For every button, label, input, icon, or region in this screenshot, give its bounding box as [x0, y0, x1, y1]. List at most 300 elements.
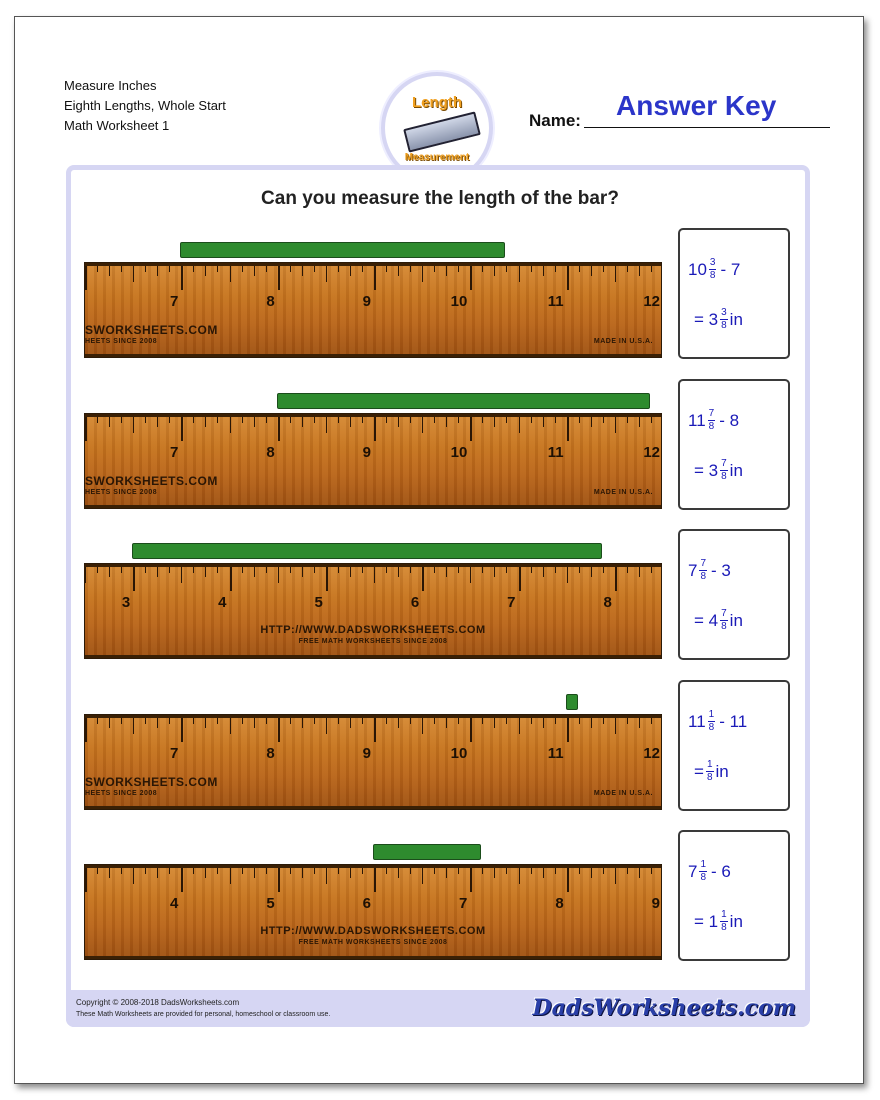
ruler-tick — [133, 718, 134, 734]
result-fraction: $\frac{3}{8}$ — [721, 307, 727, 331]
end-whole: 7 — [688, 560, 698, 580]
result-whole: = 1 — [694, 911, 719, 931]
ruler-tick — [398, 718, 399, 728]
measured-bar — [566, 694, 578, 710]
ruler-brand-subtext: HEETS SINCE 2008 — [85, 489, 158, 496]
ruler-tick — [254, 868, 255, 878]
ruler-tick — [531, 417, 532, 423]
footer — [66, 990, 810, 1027]
ruler-tick — [651, 417, 652, 423]
ruler-tick — [97, 567, 98, 573]
ruler-brand-text: SWORKSHEETS.COM — [85, 775, 218, 789]
ruler-tick — [326, 567, 328, 591]
end-fraction: $\frac{3}{8}$ — [709, 257, 716, 281]
ruler-tick — [651, 567, 652, 573]
ruler-tick — [555, 718, 556, 724]
ruler-made-in-text: MADE IN U.S.A. — [593, 338, 653, 345]
ruler-tick — [458, 417, 459, 423]
ruler-tick — [157, 567, 158, 577]
ruler-tick — [278, 718, 280, 742]
ruler-tick — [531, 266, 532, 272]
ruler-tick — [230, 718, 231, 734]
measured-bar — [180, 242, 505, 258]
unit-label: in — [729, 610, 743, 630]
ruler-tick — [314, 868, 315, 874]
ruler-tick — [145, 718, 146, 724]
ruler-tick — [567, 266, 569, 290]
ruler-tick — [109, 718, 110, 728]
name-label: Name: — [529, 111, 581, 130]
ruler-tick — [639, 266, 640, 276]
ruler-tick — [133, 567, 135, 591]
ruler-tick — [603, 868, 604, 874]
ruler-tick — [338, 417, 339, 423]
ruler-tick — [278, 868, 280, 892]
ruler-tick — [97, 868, 98, 874]
ruler-number: 12 — [643, 745, 660, 762]
ruler-tick — [506, 567, 507, 573]
ruler-tick — [579, 718, 580, 724]
ruler-tick — [169, 567, 170, 573]
answer-box — [678, 529, 790, 660]
ruler-tick — [254, 266, 255, 276]
ruler-tick — [230, 266, 231, 282]
result-fraction: $\frac{1}{8}$ — [721, 909, 727, 933]
ruler-tick — [314, 266, 315, 272]
ruler-tick — [410, 266, 411, 272]
result-line — [694, 609, 743, 632]
ruler-number: 8 — [603, 594, 612, 611]
ruler-tick — [230, 868, 231, 884]
ruler-tick — [338, 718, 339, 724]
ruler-tick — [374, 718, 376, 742]
ruler-tick — [266, 417, 267, 423]
ruler-tick — [543, 868, 544, 878]
ruler-tick — [446, 868, 447, 878]
ruler-tick — [543, 417, 544, 427]
ruler-brand-subtext: HEETS SINCE 2008 — [85, 338, 158, 345]
ruler-number: 7 — [169, 293, 179, 310]
ruler-tick — [85, 868, 87, 892]
worksheet-title: Measure Inches — [64, 78, 157, 93]
ruler-tick — [374, 868, 376, 892]
ruler-tick — [579, 567, 580, 573]
worksheet-subtitle: Eighth Lengths, Whole Start — [64, 98, 226, 113]
ruler-tick — [434, 718, 435, 724]
ruler-tick — [85, 567, 86, 583]
ruler-number: 10 — [450, 293, 468, 310]
ruler-tick — [242, 718, 243, 724]
measured-bar — [277, 393, 650, 409]
end-whole: 10 — [688, 259, 707, 279]
ruler-tick — [567, 868, 569, 892]
ruler-number: 12 — [643, 293, 660, 310]
ruler-tick — [217, 718, 218, 724]
ruler-tick — [434, 266, 435, 272]
wooden-ruler — [84, 262, 662, 358]
ruler-tick — [350, 868, 351, 878]
ruler-tick — [169, 718, 170, 724]
ruler-tick — [398, 417, 399, 427]
ruler-tick — [374, 567, 375, 583]
answer-box — [678, 830, 790, 961]
ruler-tick — [205, 868, 206, 878]
ruler-tick — [85, 718, 87, 742]
ruler-tick — [350, 718, 351, 728]
subtraction-line — [688, 559, 731, 582]
wooden-ruler — [84, 413, 662, 509]
ruler-tick — [458, 718, 459, 724]
ruler-number: 11 — [547, 745, 564, 762]
ruler-tick — [145, 417, 146, 423]
ruler-tick — [531, 567, 532, 573]
ruler-tick — [326, 266, 327, 282]
ruler-tick — [579, 417, 580, 423]
ruler-tick — [567, 417, 569, 441]
ruler-number: 8 — [266, 444, 275, 461]
ruler-brand-text: HTTP://WWW.DADSWORKSHEETS.COM — [260, 624, 486, 636]
ruler-tick — [302, 718, 303, 728]
ruler-tick — [531, 868, 532, 874]
ruler-tick — [398, 868, 399, 878]
measured-bar — [373, 844, 481, 860]
ruler-tick — [302, 417, 303, 427]
ruler-tick — [615, 266, 616, 282]
result-whole: = 4 — [694, 610, 719, 630]
unit-label: in — [729, 911, 743, 931]
ruler-tick — [109, 266, 110, 276]
ruler-tick — [434, 567, 435, 573]
ruler-tick — [386, 868, 387, 874]
ruler-number: 6 — [362, 895, 371, 912]
ruler-number: 9 — [362, 745, 371, 762]
ruler-tick — [603, 266, 604, 272]
ruler-tick — [651, 266, 652, 272]
subtraction-line — [688, 409, 739, 432]
ruler-tick — [302, 567, 303, 577]
ruler-tick — [121, 266, 122, 272]
ruler-tick — [470, 266, 472, 290]
ruler-tick — [133, 266, 134, 282]
ruler-number: 9 — [651, 895, 660, 912]
ruler-number: 4 — [169, 895, 179, 912]
ruler-brand-subtext: FREE MATH WORKSHEETS SINCE 2008 — [298, 939, 448, 946]
end-whole: 7 — [688, 861, 698, 881]
ruler-tick — [567, 567, 568, 583]
ruler-tick — [97, 266, 98, 272]
ruler-tick — [434, 868, 435, 874]
end-whole: 11 — [688, 711, 706, 731]
answer-key-label: Answer Key — [616, 90, 777, 121]
result-line — [694, 760, 729, 783]
wooden-ruler — [84, 864, 662, 960]
ruler-tick — [181, 417, 183, 441]
ruler-tick — [555, 266, 556, 272]
ruler-tick — [230, 417, 231, 433]
ruler-tick — [266, 868, 267, 874]
end-fraction: $\frac{1}{8}$ — [700, 859, 707, 883]
unit-label: in — [729, 309, 743, 329]
ruler-tick — [302, 266, 303, 276]
ruler-tick — [326, 417, 327, 433]
ruler-tick — [555, 417, 556, 423]
ruler-tick — [217, 266, 218, 272]
ruler-tick — [314, 417, 315, 423]
ruler-tick — [242, 417, 243, 423]
answer-box — [678, 228, 790, 359]
usage-note: These Math Worksheets are provided for personal, homeschool or classroom use. — [76, 1011, 331, 1018]
ruler-tick — [278, 417, 280, 441]
ruler-tick — [422, 266, 423, 282]
ruler-tick — [458, 266, 459, 272]
ruler-tick — [97, 417, 98, 423]
ruler-tick — [362, 868, 363, 874]
ruler-number: 11 — [547, 444, 564, 461]
ruler-number: 7 — [458, 895, 468, 912]
ruler-tick — [350, 417, 351, 427]
ruler-tick — [254, 718, 255, 728]
question-text: Can you measure the length of the bar? — [261, 188, 619, 209]
ruler-tick — [169, 417, 170, 423]
ruler-tick — [494, 417, 495, 427]
ruler-tick — [338, 266, 339, 272]
ruler-tick — [591, 868, 592, 878]
ruler-tick — [398, 266, 399, 276]
ruler-tick — [579, 868, 580, 874]
ruler-tick — [181, 266, 183, 290]
ruler-made-in-text: MADE IN U.S.A. — [593, 790, 653, 797]
ruler-brand-text: HTTP://WWW.DADSWORKSHEETS.COM — [260, 925, 486, 937]
ruler-tick — [543, 718, 544, 728]
ruler-tick — [506, 266, 507, 272]
ruler-tick — [266, 718, 267, 724]
ruler-tick — [543, 266, 544, 276]
ruler-tick — [627, 718, 628, 724]
ruler-tick — [181, 567, 182, 583]
ruler-tick — [362, 567, 363, 573]
ruler-tick — [290, 868, 291, 874]
ruler-tick — [627, 417, 628, 423]
ruler-tick — [133, 868, 134, 884]
ruler-tick — [386, 718, 387, 724]
ruler-tick — [314, 567, 315, 573]
result-fraction: $\frac{1}{8}$ — [706, 759, 713, 783]
wooden-ruler — [84, 563, 662, 659]
ruler-tick — [374, 266, 376, 290]
subtraction-line — [688, 710, 747, 733]
ruler-tick — [651, 868, 652, 874]
ruler-tick — [591, 567, 592, 577]
ruler-tick — [446, 718, 447, 728]
ruler-tick — [266, 266, 267, 272]
copyright-text: Copyright © 2008-2018 DadsWorksheets.com — [76, 998, 240, 1007]
ruler-number: 7 — [169, 745, 179, 762]
subtraction-line — [688, 258, 740, 281]
result-line — [694, 910, 743, 933]
ruler-number: 8 — [266, 293, 275, 310]
ruler-tick — [290, 417, 291, 423]
ruler-tick — [446, 567, 447, 577]
ruler-tick — [386, 567, 387, 573]
ruler-number: 8 — [266, 745, 275, 762]
ruler-tick — [326, 718, 327, 734]
ruler-tick — [133, 417, 134, 433]
ruler-number: 5 — [266, 895, 275, 912]
ruler-tick — [422, 417, 423, 433]
ruler-tick — [217, 868, 218, 874]
ruler-number: 6 — [410, 594, 420, 611]
ruler-tick — [362, 417, 363, 423]
result-whole: = — [694, 761, 704, 781]
ruler-tick — [230, 567, 232, 591]
end-whole: 11 — [688, 410, 706, 430]
ruler-tick — [603, 567, 604, 573]
ruler-tick — [302, 868, 303, 878]
ruler-tick — [410, 567, 411, 573]
ruler-tick — [494, 567, 495, 577]
ruler-icon — [403, 111, 481, 152]
ruler-tick — [169, 266, 170, 272]
ruler-tick — [193, 718, 194, 724]
end-fraction: $\frac{1}{8}$ — [708, 709, 715, 733]
ruler-tick — [470, 718, 472, 742]
ruler-tick — [446, 266, 447, 276]
name-line — [584, 127, 830, 128]
ruler-tick — [627, 266, 628, 272]
result-line — [694, 459, 743, 482]
ruler-number: 5 — [314, 594, 323, 611]
ruler-tick — [639, 567, 640, 577]
ruler-tick — [603, 718, 604, 724]
ruler-tick — [470, 868, 472, 892]
ruler-tick — [290, 567, 291, 573]
ruler-tick — [446, 417, 447, 427]
ruler-tick — [145, 567, 146, 573]
ruler-tick — [506, 868, 507, 874]
end-fraction: $\frac{7}{8}$ — [708, 408, 715, 432]
dadsworksheets-logo: DadsWorksheets.com — [532, 995, 796, 1021]
ruler-tick — [193, 417, 194, 423]
ruler-tick — [422, 868, 423, 884]
unit-label: in — [729, 460, 743, 480]
ruler-tick — [157, 417, 158, 427]
ruler-tick — [121, 567, 122, 573]
ruler-made-in-text: MADE IN U.S.A. — [593, 489, 653, 496]
start-subtract: - 6 — [711, 861, 731, 881]
ruler-number: 3 — [121, 594, 131, 611]
start-subtract: - 8 — [719, 410, 740, 430]
ruler-tick — [543, 567, 544, 577]
ruler-tick — [121, 868, 122, 874]
ruler-tick — [506, 417, 507, 423]
ruler-tick — [482, 718, 483, 724]
ruler-tick — [494, 868, 495, 878]
ruler-tick — [470, 567, 471, 583]
ruler-tick — [193, 266, 194, 272]
ruler-tick — [242, 868, 243, 874]
ruler-tick — [193, 868, 194, 874]
ruler-tick — [627, 567, 628, 573]
ruler-tick — [205, 266, 206, 276]
ruler-tick — [266, 567, 267, 573]
ruler-tick — [205, 417, 206, 427]
start-subtract: - 3 — [711, 560, 731, 580]
ruler-tick — [85, 417, 87, 441]
ruler-tick — [651, 718, 652, 724]
ruler-tick — [97, 718, 98, 724]
ruler-tick — [410, 718, 411, 724]
ruler-tick — [482, 417, 483, 423]
ruler-tick — [362, 718, 363, 724]
ruler-tick — [410, 868, 411, 874]
ruler-tick — [217, 417, 218, 423]
ruler-tick — [615, 718, 616, 734]
ruler-tick — [362, 266, 363, 272]
ruler-tick — [531, 718, 532, 724]
ruler-tick — [205, 718, 206, 728]
ruler-tick — [254, 567, 255, 577]
ruler-tick — [350, 567, 351, 577]
ruler-tick — [374, 417, 376, 441]
ruler-tick — [109, 567, 110, 577]
ruler-number: 9 — [362, 293, 371, 310]
worksheet-number: Math Worksheet 1 — [64, 118, 170, 133]
subtraction-line — [688, 860, 731, 883]
ruler-tick — [205, 567, 206, 577]
ruler-tick — [157, 718, 158, 728]
ruler-tick — [519, 567, 521, 591]
ruler-tick — [410, 417, 411, 423]
ruler-tick — [109, 868, 110, 878]
ruler-tick — [254, 417, 255, 427]
ruler-tick — [157, 266, 158, 276]
ruler-tick — [494, 266, 495, 276]
ruler-tick — [615, 567, 617, 591]
ruler-tick — [386, 266, 387, 272]
ruler-tick — [519, 266, 520, 282]
ruler-tick — [85, 266, 87, 290]
ruler-tick — [615, 868, 616, 884]
ruler-tick — [145, 266, 146, 272]
ruler-tick — [242, 266, 243, 272]
ruler-tick — [555, 567, 556, 573]
ruler-tick — [145, 868, 146, 874]
result-whole: = 3 — [694, 309, 719, 329]
ruler-tick — [326, 868, 327, 884]
result-whole: = 3 — [694, 460, 719, 480]
measured-bar — [132, 543, 602, 559]
ruler-brand-text: SWORKSHEETS.COM — [85, 323, 218, 337]
result-line — [694, 308, 743, 331]
ruler-tick — [519, 417, 520, 433]
ruler-tick — [639, 718, 640, 728]
ruler-tick — [506, 718, 507, 724]
ruler-tick — [338, 567, 339, 573]
ruler-number: 4 — [218, 594, 227, 611]
ruler-tick — [579, 266, 580, 272]
ruler-tick — [639, 417, 640, 427]
ruler-tick — [615, 417, 616, 433]
ruler-tick — [627, 868, 628, 874]
ruler-tick — [278, 567, 279, 583]
ruler-tick — [290, 266, 291, 272]
ruler-number: 11 — [547, 293, 564, 310]
ruler-tick — [121, 718, 122, 724]
ruler-tick — [458, 567, 459, 573]
start-subtract: - 7 — [720, 259, 741, 279]
ruler-tick — [398, 567, 399, 577]
ruler-tick — [482, 567, 483, 573]
